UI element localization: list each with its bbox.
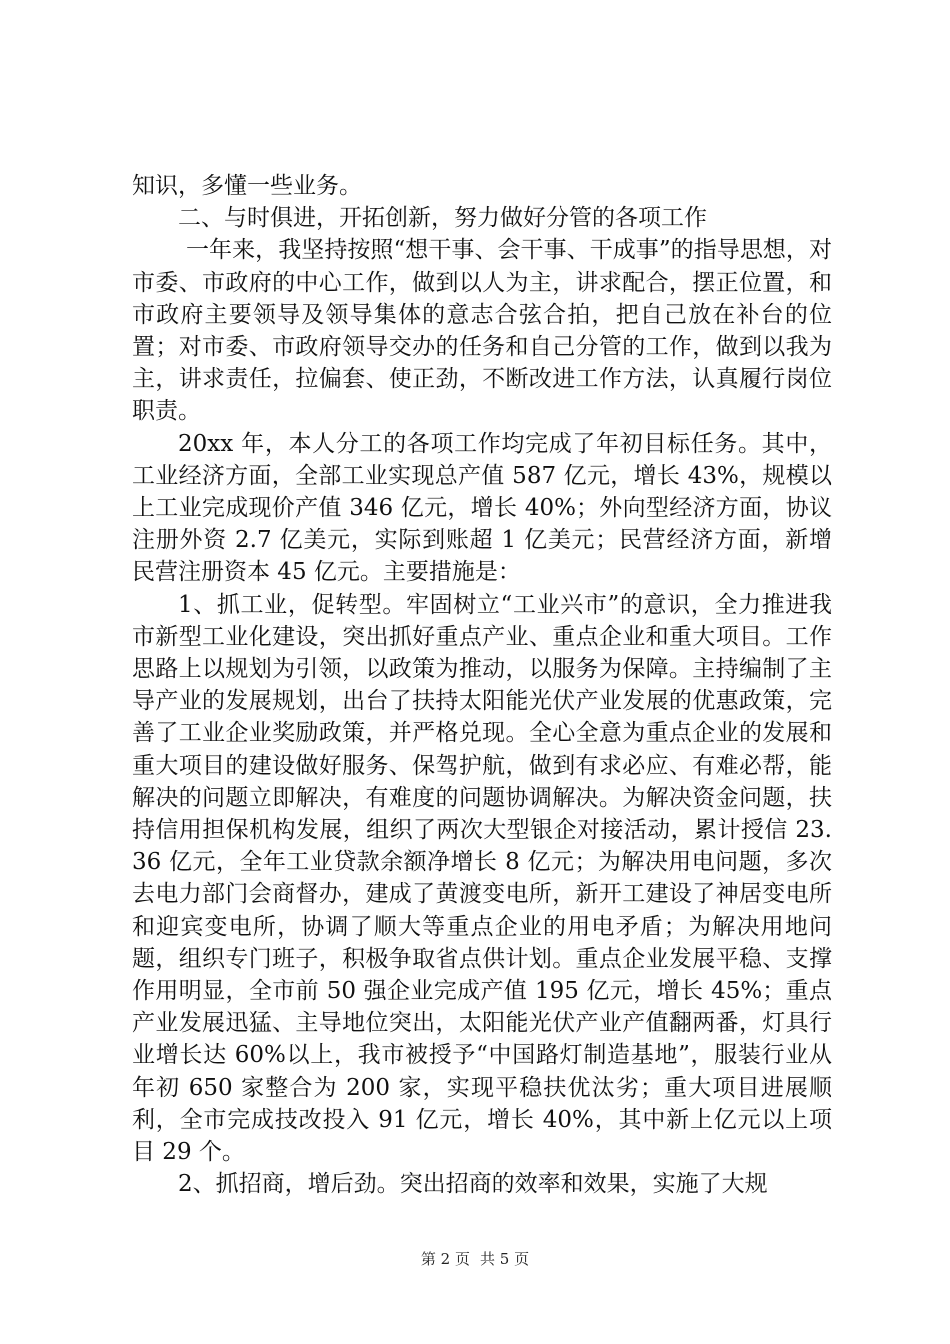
page-number: 第 2 页	[420, 1250, 470, 1268]
page-total: 共 5 页	[480, 1250, 530, 1268]
paragraph-annual-results: 20xx 年，本人分工的各项工作均完成了年初目标任务。其中，工业经济方面，全部工业实现总产值 587 亿元，增长 43%，规模以上工业完成现价产值 346 亿元，增长 40%；外向型经济方面，协议注册外资 2.7 亿美元，实际到账超 1 亿美元；民营经济方面，新增民营注册资本 45 亿元。主要措施是：	[132, 430, 832, 586]
paragraph-work-approach: 一年来，我坚持按照“想干事、会干事、干成事”的指导思想，对市委、市政府的中心工作，做到以人为主，讲求配合，摆正位置，和市政府主要领导及领导集体的意志合弦合拍，把自己放在补台的位置；对市委、市政府领导交办的任务和自己分管的工作，做到以我为主，讲求责任，拉偏套、使正劲，不断改进工作方法，认真履行岗位职责。	[132, 237, 832, 425]
page-footer	[0, 1248, 950, 1269]
paragraph-industry-measures: 1、抓工业，促转型。牢固树立“工业兴市”的意识，全力推进我市新型工业化建设，突出抓好重点产业、重点企业和重大项目。工作思路上以规划为引领，以政策为推动，以服务为保障。主持编制了主导产业的发展规划，出台了扶持太阳能光伏产业发展的优惠政策，完善了工业企业奖励政策，并严格兑现。全心全意为重点企业的发展和重大项目的建设做好服务、保驾护航，做到有求必应、有难必帮，能解决的问题立即解决，有难度的问题协调解决。为解决资金问题，扶持信用担保机构发展，组织了两次大型银企对接活动，累计授信 23.36 亿元，全年工业贷款余额净增长 8 亿元；为解决用电问题，多次去电力部门会商督办，建成了黄渡变电所，新开工建设了神居变电所和迎宾变电所，协调了顺大等重点企业的用电矛盾；为解决用地问题，组织专门班子，积极争取省点供计划。重点企业发展平稳、支撑作用明显，全市前 50 强企业完成产值 195 亿元，增长 45%；重点产业发展迅猛、主导地位突出，太阳能光伏产业产值翻两番，灯具行业增长达 60%以上，我市被授予“中国路灯制造基地”，服装行业从年初 650 家整合为 200 家，实现平稳扶优汰劣；重大项目进展顺利，全市完成技改投入 91 亿元，增长 40%，其中新上亿元以上项目 29 个。	[132, 591, 832, 1166]
section-heading: 二、与时俱进，开拓创新，努力做好分管的各项工作	[178, 205, 707, 232]
paragraph-investment-measures: 2、抓招商，增后劲。突出招商的效率和效果，实施了大规	[178, 1171, 768, 1198]
document-body	[132, 170, 832, 1201]
paragraph-continuation: 知识，多懂一些业务。	[132, 173, 362, 199]
